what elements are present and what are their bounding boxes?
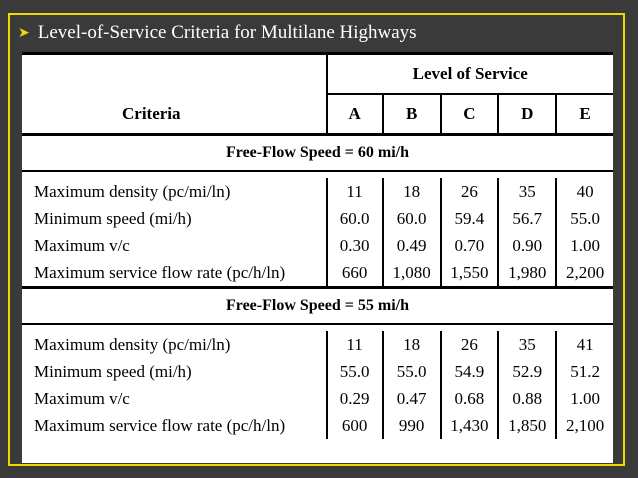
table-row [22,412,613,439]
cell-value: 1.00 [556,232,613,259]
cell-value: 55.0 [556,205,613,232]
cell-value: 51.2 [556,358,613,385]
los-header: Level of Service [327,54,613,95]
row-label: Maximum v/c [34,388,130,408]
cell-value: 55.0 [383,358,441,385]
row-label: Maximum density (pc/mi/ln) [34,181,231,201]
level-header-a: A [327,94,383,135]
cell-value: 56.7 [498,205,556,232]
table-row [22,358,613,385]
cell-value: 59.4 [441,205,499,232]
los-criteria-table [22,52,613,463]
slide-title-row [18,18,417,48]
cell-value: 54.9 [441,358,499,385]
cell-value: 60.0 [327,205,383,232]
cell-value: 2,100 [556,412,613,439]
cell-value: 0.68 [441,385,499,412]
cell-value: 55.0 [327,358,383,385]
cell-value: 40 [556,178,613,205]
table-row [22,259,613,288]
table-row [22,178,613,205]
cell-value: 0.30 [327,232,383,259]
cell-value: 1,080 [383,259,441,288]
cell-value: 2,200 [556,259,613,288]
section-title: Free-Flow Speed = 60 mi/h [22,135,613,172]
arrow-bullet-icon: ➤ [18,25,30,41]
cell-value: 0.47 [383,385,441,412]
cell-value: 1,550 [441,259,499,288]
cell-value: 11 [327,331,383,358]
level-header-c: C [441,94,499,135]
section-title: Free-Flow Speed = 55 mi/h [22,288,613,325]
row-label: Maximum service flow rate (pc/h/ln) [34,415,286,435]
slide-title: Level-of-Service Criteria for Multilane Highways [37,22,417,43]
los-table [22,52,613,439]
row-label: Maximum density (pc/mi/ln) [34,334,231,354]
cell-value: 18 [383,331,441,358]
cell-value: 26 [441,178,499,205]
table-row [22,232,613,259]
cell-value: 0.70 [441,232,499,259]
level-header-d: D [498,94,556,135]
cell-value: 35 [498,178,556,205]
cell-value: 18 [383,178,441,205]
cell-value: 0.88 [498,385,556,412]
cell-value: 600 [327,412,383,439]
cell-value: 1,850 [498,412,556,439]
level-header-b: B [383,94,441,135]
cell-value: 0.29 [327,385,383,412]
cell-value: 41 [556,331,613,358]
cell-value: 35 [498,331,556,358]
cell-value: 52.9 [498,358,556,385]
cell-value: 1,980 [498,259,556,288]
cell-value: 11 [327,178,383,205]
row-label: Minimum speed (mi/h) [34,208,192,228]
cell-value: 990 [383,412,441,439]
row-label: Minimum speed (mi/h) [34,361,192,381]
row-label: Maximum v/c [34,235,130,255]
criteria-header-top [22,54,327,95]
table-row [22,331,613,358]
table-row [22,385,613,412]
level-header-e: E [556,94,613,135]
cell-value: 0.49 [383,232,441,259]
row-spacer [22,324,613,331]
cell-value: 1.00 [556,385,613,412]
cell-value: 660 [327,259,383,288]
criteria-header: Criteria [22,94,327,135]
cell-value: 1,430 [441,412,499,439]
row-spacer [22,171,613,178]
cell-value: 26 [441,331,499,358]
cell-value: 60.0 [383,205,441,232]
row-label: Maximum service flow rate (pc/h/ln) [34,262,286,282]
table-row [22,205,613,232]
cell-value: 0.90 [498,232,556,259]
